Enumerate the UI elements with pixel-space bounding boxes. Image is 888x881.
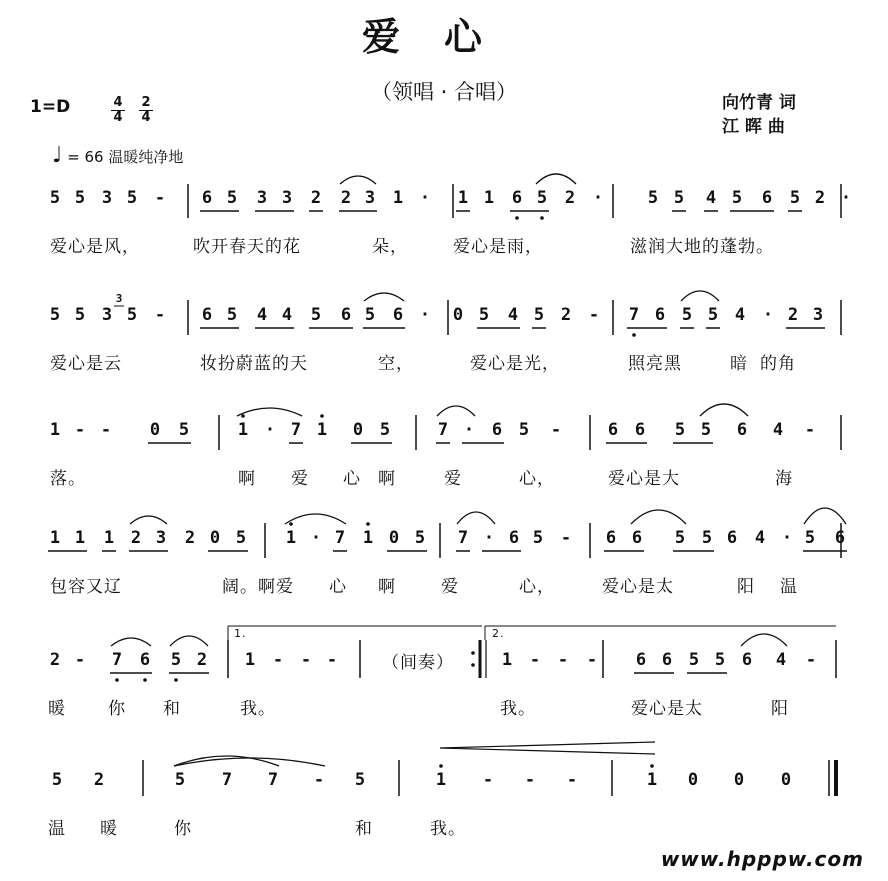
lyric: 暗 <box>730 354 748 374</box>
lyric: 你 <box>108 699 126 719</box>
tempo-text: = 66 温暖纯净地 <box>67 148 184 166</box>
note: 5 <box>74 188 86 208</box>
note: · <box>781 528 793 548</box>
note: 5 <box>170 650 182 670</box>
lyric: 滋润大地的蓬勃。 <box>630 237 774 257</box>
note: 5 <box>49 188 61 208</box>
note: - <box>566 770 578 790</box>
low-octave-dot <box>174 678 178 682</box>
note: 5 <box>226 305 238 325</box>
note: 5 <box>681 305 693 325</box>
note: 5 <box>414 528 426 548</box>
lyric: 的角 <box>760 354 796 374</box>
note: 6 <box>201 188 213 208</box>
note: 4 <box>772 420 784 440</box>
note: 0 <box>452 305 464 325</box>
lyric: 心 <box>329 577 347 597</box>
lyric: 啊 <box>378 469 396 489</box>
time-sig-den: 4 <box>141 110 151 125</box>
note: 6 <box>508 528 520 548</box>
lyric: 空， <box>378 354 414 374</box>
note: - <box>560 528 572 548</box>
note: 5 <box>49 305 61 325</box>
note: · <box>592 188 604 208</box>
slur <box>170 636 208 646</box>
low-octave-dot <box>540 216 544 220</box>
slur <box>437 406 475 416</box>
lyric: 落。 <box>50 469 86 489</box>
note: 4 <box>754 528 766 548</box>
slur <box>681 291 719 301</box>
lyric: 海 <box>775 469 793 489</box>
lyric: 温 <box>48 819 66 839</box>
note: 5 <box>647 188 659 208</box>
note: - <box>586 650 598 670</box>
note: 1 <box>285 528 297 548</box>
note: 1 <box>483 188 495 208</box>
note: 5 <box>532 528 544 548</box>
lyric: 爱心是雨， <box>453 237 543 257</box>
note: 1 <box>362 528 374 548</box>
slur <box>285 514 346 524</box>
note: · <box>419 188 431 208</box>
low-octave-dot <box>143 678 147 682</box>
note: 5 <box>74 305 86 325</box>
time-sig-num: 4 <box>111 96 125 111</box>
note: 5 <box>700 420 712 440</box>
note: - <box>100 420 112 440</box>
lyric: 暖 <box>48 699 66 719</box>
note: 4 <box>281 305 293 325</box>
note: 5 <box>674 528 686 548</box>
note: 6 <box>605 528 617 548</box>
note: 5 <box>518 420 530 440</box>
note: 5 <box>51 770 63 790</box>
note: 6 <box>654 305 666 325</box>
lyric: 你 <box>174 819 192 839</box>
lyric: 爱心是光， <box>470 354 560 374</box>
note: 7 <box>437 420 449 440</box>
lyric: 心， <box>519 577 555 597</box>
note: - <box>482 770 494 790</box>
note: 3 <box>281 188 293 208</box>
high-octave-dot <box>241 414 245 418</box>
note: 0 <box>687 770 699 790</box>
high-octave-dot <box>439 764 443 768</box>
high-octave-dot <box>289 522 293 526</box>
note: 6 <box>726 528 738 548</box>
lyric: 我。 <box>240 699 276 719</box>
slur <box>174 756 279 766</box>
performance-note: （领唱 · 合唱） <box>370 80 518 104</box>
note: 5 <box>707 305 719 325</box>
lyric: 暖 <box>100 819 118 839</box>
lyric: 心， <box>519 469 555 489</box>
note: 5 <box>688 650 700 670</box>
note: 1 <box>646 770 658 790</box>
note: 1 <box>501 650 513 670</box>
lyric: 啊 <box>238 469 256 489</box>
note: 7 <box>221 770 233 790</box>
note: 5 <box>126 188 138 208</box>
lyric: 爱心是云 <box>50 354 122 374</box>
note: 5 <box>310 305 322 325</box>
note: 6 <box>741 650 753 670</box>
note: 3 <box>155 528 167 548</box>
note: 2 <box>560 305 572 325</box>
note: 0 <box>780 770 792 790</box>
lyric: 我。 <box>500 699 536 719</box>
note: 5 <box>701 528 713 548</box>
note: 1 <box>49 528 61 548</box>
note: - <box>804 420 816 440</box>
note: 3 <box>256 188 268 208</box>
lyric: 阔。啊爱 <box>222 577 294 597</box>
note: 7 <box>267 770 279 790</box>
lyric: 爱心是太 <box>631 699 703 719</box>
volta-1-label: 1. <box>234 627 247 640</box>
note: 5 <box>804 528 816 548</box>
note: 2 <box>49 650 61 670</box>
note: 5 <box>174 770 186 790</box>
song-title: 爱心 <box>361 15 526 59</box>
lyric: 温 <box>780 577 798 597</box>
lyricist-credit: 向竹青 词 <box>722 93 796 113</box>
note: · <box>419 305 431 325</box>
note: - <box>313 770 325 790</box>
note: 7 <box>290 420 302 440</box>
note: 5 <box>354 770 366 790</box>
slur <box>631 510 686 524</box>
note: 5 <box>536 188 548 208</box>
note: 6 <box>139 650 151 670</box>
note: · <box>310 528 322 548</box>
slur <box>364 293 404 301</box>
note: 6 <box>340 305 352 325</box>
note: - <box>154 188 166 208</box>
note: 1 <box>237 420 249 440</box>
lyric: 吹开春天的花 <box>193 237 301 257</box>
note: 0 <box>352 420 364 440</box>
note: 5 <box>478 305 490 325</box>
note: 5 <box>789 188 801 208</box>
note: 2 <box>93 770 105 790</box>
note: 1 <box>316 420 328 440</box>
note: 5 <box>235 528 247 548</box>
note: 2 <box>184 528 196 548</box>
note: · <box>483 528 495 548</box>
note: 7 <box>457 528 469 548</box>
note: 6 <box>392 305 404 325</box>
note: 6 <box>607 420 619 440</box>
grace-note: 3 <box>115 292 123 305</box>
note: - <box>74 650 86 670</box>
note: 6 <box>491 420 503 440</box>
note: 6 <box>736 420 748 440</box>
slur <box>741 634 787 646</box>
note: 6 <box>635 650 647 670</box>
note: 2 <box>564 188 576 208</box>
key-signature: 1=D <box>30 97 71 117</box>
note: 2 <box>787 305 799 325</box>
lyric: 和 <box>163 699 181 719</box>
lyric: 啊 <box>378 577 396 597</box>
watermark: www.hpppw.com <box>660 847 864 871</box>
note: 1 <box>244 650 256 670</box>
note: 0 <box>388 528 400 548</box>
lyric: 爱心是大 <box>608 469 680 489</box>
note: 5 <box>731 188 743 208</box>
repeat-dot <box>471 663 475 667</box>
lyric: 阳 <box>737 577 755 597</box>
slur <box>340 176 376 184</box>
lyric: 我。 <box>430 819 466 839</box>
note: 5 <box>178 420 190 440</box>
note: - <box>154 305 166 325</box>
note: 5 <box>126 305 138 325</box>
time-sig-den: 4 <box>113 110 123 125</box>
slur <box>130 516 167 524</box>
note: 1 <box>49 420 61 440</box>
note: 1 <box>457 188 469 208</box>
note: - <box>524 770 536 790</box>
note: 5 <box>226 188 238 208</box>
lyric: 爱 <box>291 469 309 489</box>
note: 6 <box>661 650 673 670</box>
quarter-note-icon: ♩ <box>52 143 63 168</box>
note: 7 <box>628 305 640 325</box>
note: - <box>588 305 600 325</box>
note: 4 <box>507 305 519 325</box>
note: 0 <box>209 528 221 548</box>
note: 2 <box>814 188 826 208</box>
note: 6 <box>511 188 523 208</box>
note: 5 <box>379 420 391 440</box>
volta-2-label: 2. <box>492 627 505 640</box>
composer-credit: 江 晖 曲 <box>722 117 785 137</box>
note: - <box>74 420 86 440</box>
note: 0 <box>733 770 745 790</box>
note: 2 <box>340 188 352 208</box>
note: 2 <box>196 650 208 670</box>
note: 5 <box>364 305 376 325</box>
note: 4 <box>256 305 268 325</box>
note: 3 <box>101 305 113 325</box>
note: 1 <box>392 188 404 208</box>
slur <box>700 404 748 416</box>
note: 3 <box>812 305 824 325</box>
slur <box>457 512 495 524</box>
high-octave-dot <box>366 522 370 526</box>
note: 1 <box>74 528 86 548</box>
note: - <box>272 650 284 670</box>
lyric: 爱心是风， <box>50 237 140 257</box>
repeat-dot <box>471 651 475 655</box>
lyric: 爱 <box>441 577 459 597</box>
high-octave-dot <box>650 764 654 768</box>
note: 5 <box>673 188 685 208</box>
note: 6 <box>201 305 213 325</box>
note: 1 <box>435 770 447 790</box>
note: · <box>840 188 852 208</box>
note: 6 <box>631 528 643 548</box>
note: 5 <box>674 420 686 440</box>
slur <box>804 508 846 524</box>
slur <box>536 174 576 184</box>
interlude-label: （间奏） <box>382 653 454 673</box>
note: · <box>463 420 475 440</box>
note: 2 <box>310 188 322 208</box>
note: - <box>326 650 338 670</box>
note: - <box>300 650 312 670</box>
note: 6 <box>834 528 846 548</box>
note: 0 <box>149 420 161 440</box>
note: - <box>529 650 541 670</box>
lyric: 爱心是太 <box>602 577 674 597</box>
time-sig-num: 2 <box>139 96 153 111</box>
slur <box>237 408 302 416</box>
lyric: 爱 <box>444 469 462 489</box>
lyric: 心 <box>343 469 361 489</box>
note: 4 <box>734 305 746 325</box>
note: 5 <box>533 305 545 325</box>
note: 4 <box>775 650 787 670</box>
note: - <box>805 650 817 670</box>
lyric: 包容又辽 <box>50 577 122 597</box>
lyric: 和 <box>355 819 373 839</box>
note: - <box>550 420 562 440</box>
lyric: 朵， <box>372 237 408 257</box>
note: 3 <box>364 188 376 208</box>
low-octave-dot <box>515 216 519 220</box>
note: 4 <box>705 188 717 208</box>
low-octave-dot <box>115 678 119 682</box>
note: 2 <box>130 528 142 548</box>
decrescendo-hairpin <box>440 742 655 754</box>
lyric: 妆扮蔚蓝的天 <box>200 354 308 374</box>
lyric: 照亮黑 <box>628 354 682 374</box>
high-octave-dot <box>320 414 324 418</box>
note: 1 <box>103 528 115 548</box>
low-octave-dot <box>632 333 636 337</box>
note: - <box>557 650 569 670</box>
note: 7 <box>111 650 123 670</box>
note: · <box>264 420 276 440</box>
slur <box>111 638 151 646</box>
lyric: 阳 <box>771 699 789 719</box>
note: · <box>762 305 774 325</box>
note: 6 <box>634 420 646 440</box>
note: 7 <box>334 528 346 548</box>
note: 6 <box>761 188 773 208</box>
note: 3 <box>101 188 113 208</box>
note: 5 <box>714 650 726 670</box>
